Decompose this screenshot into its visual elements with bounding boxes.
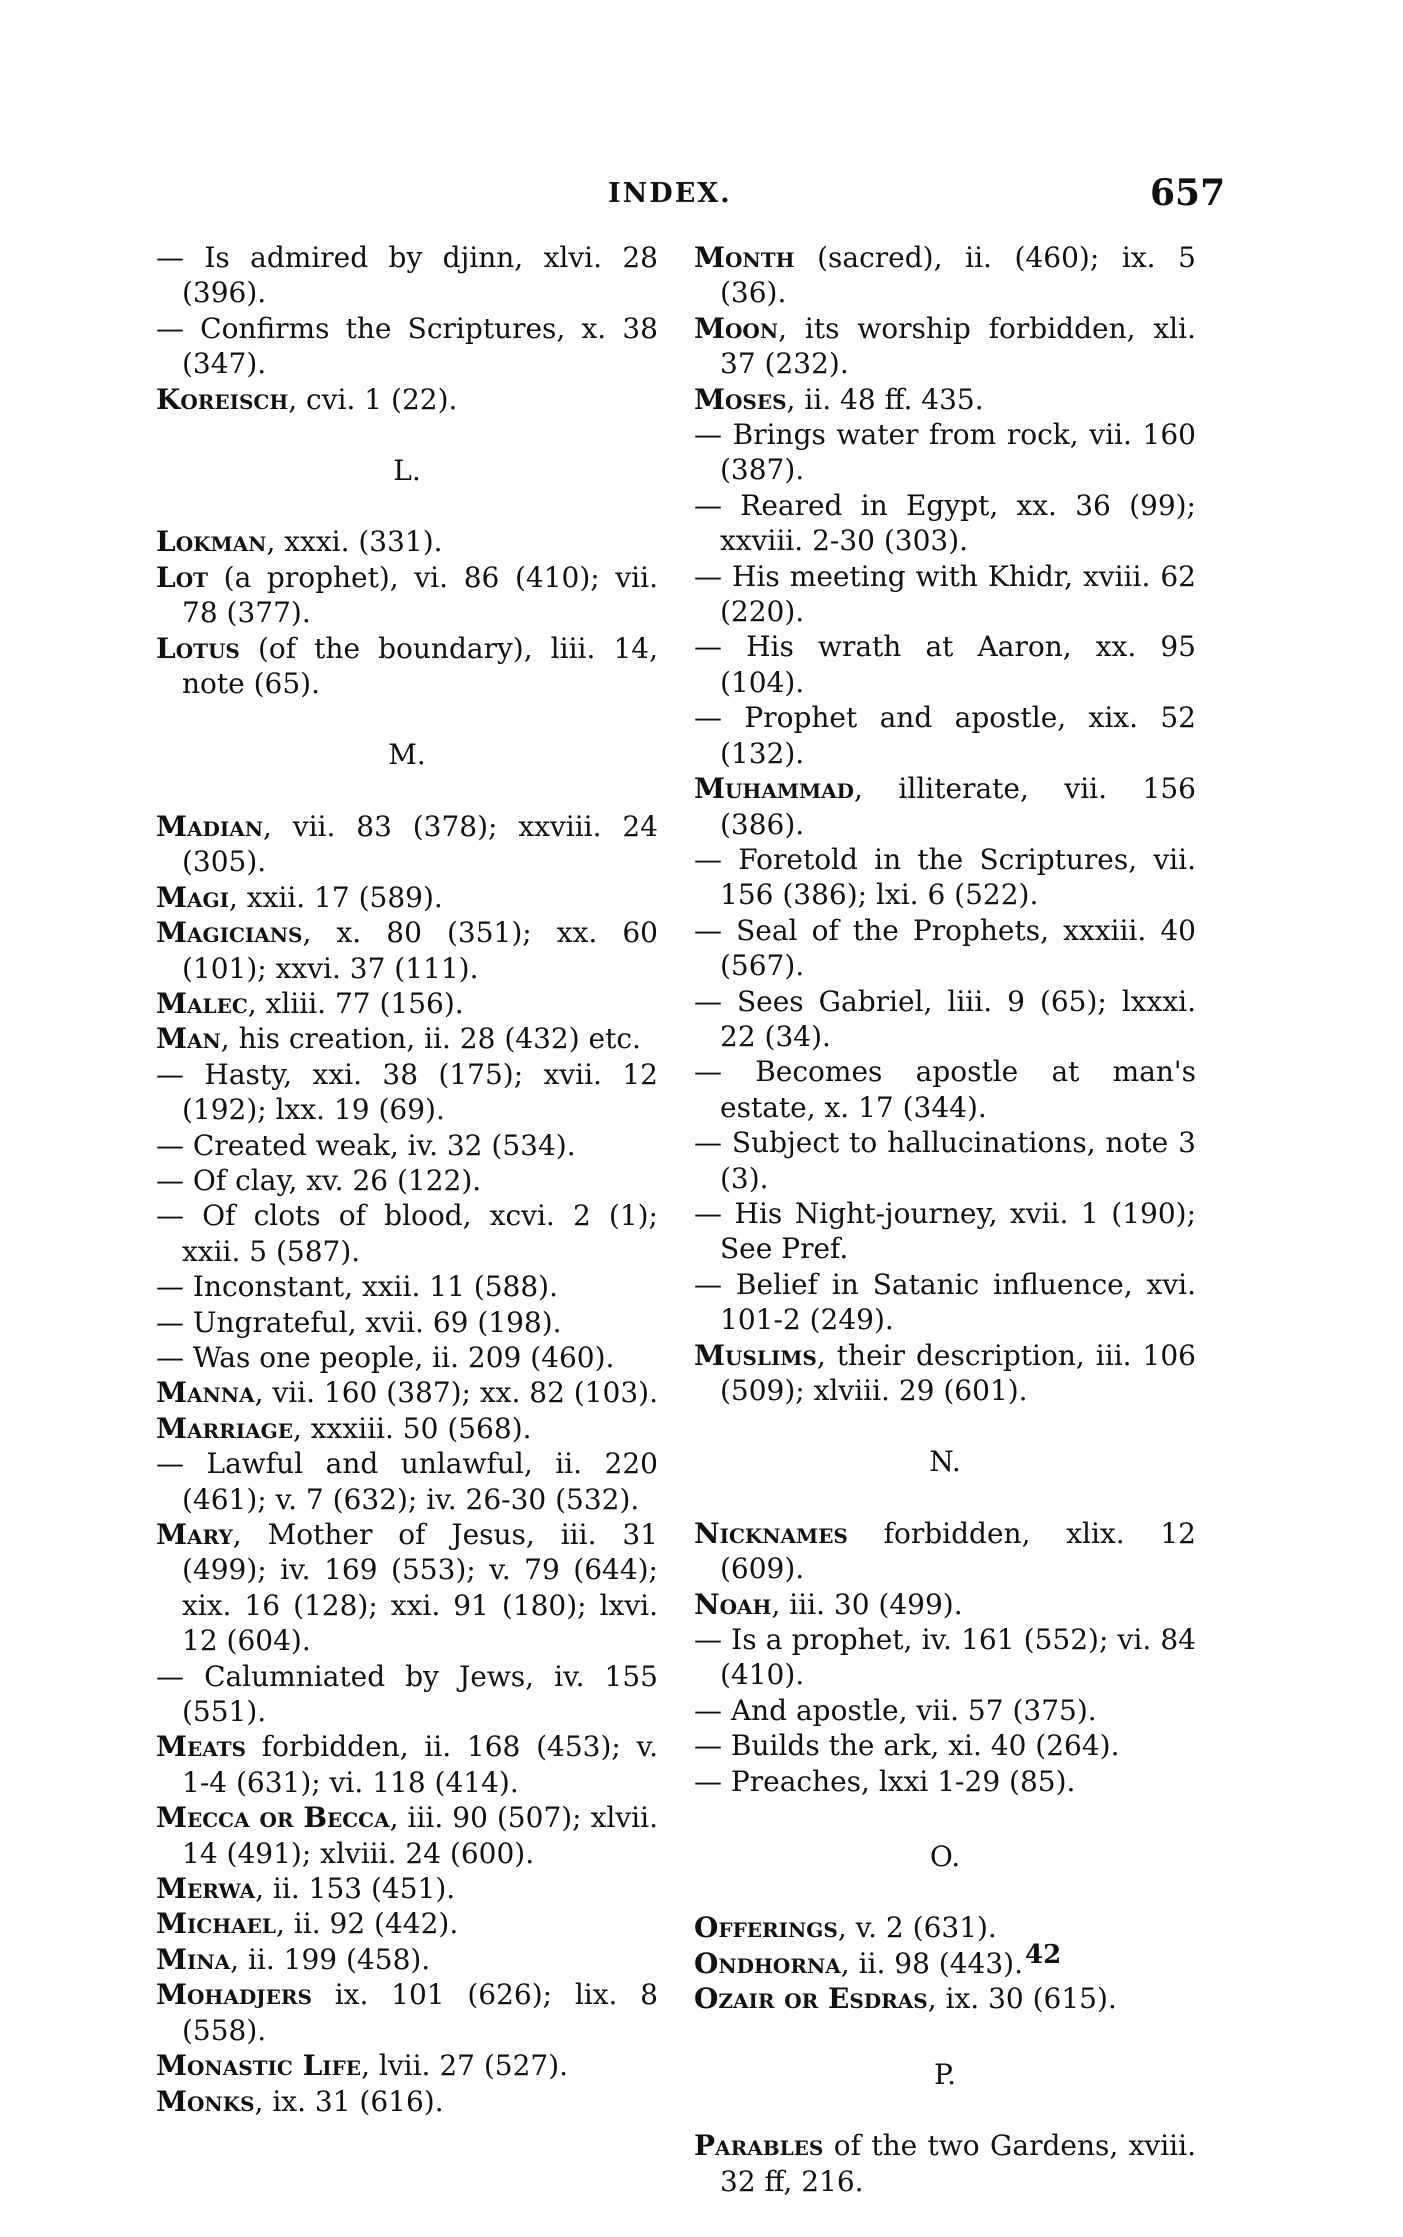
entry-text: , xliii. 77 (156). <box>247 986 464 1020</box>
entry-text: , x. 80 (351); xx. 60 (101); xxvi. 37 (111). <box>182 916 658 985</box>
index-entry-merwa <box>156 1871 658 1906</box>
index-subentry: — Lawful and unlawful, ii. 220 (461); v. 7 (632); iv. 26-30 (532). <box>156 1447 658 1516</box>
entry-text: , ii. 98 (443). <box>840 1946 1023 1980</box>
entry-text: , its worship forbidden, xli. 37 (232). <box>720 311 1196 381</box>
entry-head: Moon <box>694 311 779 345</box>
entry-text: , iii. 30 (499). <box>771 1587 963 1621</box>
index-subentry: — Seal of the Prophets, xxxiii. 40 (567). <box>694 913 1196 983</box>
entry-text: forbidden, xlix. 12 (609). <box>720 1516 1196 1586</box>
entry-head: Offerings <box>694 1911 838 1945</box>
entry-text: , xxxi. (331). <box>266 525 443 559</box>
index-entry-noah <box>694 1587 1196 1622</box>
index-entry-malec <box>156 986 658 1021</box>
index-entry-muhammad <box>694 771 1196 842</box>
entry-text: of the two Gardens, xviii. 32 ff, 216. <box>720 2129 1196 2198</box>
entry-text: , ix. 30 (615). <box>927 1982 1117 2016</box>
entry-text: , vii. 83 (378); xxviii. 24 (305). <box>182 809 658 879</box>
index-entry-mohadjers <box>156 1977 658 2048</box>
index-subentry: — His Night-journey, xvii. 1 (190); See Pref. <box>694 1196 1196 1266</box>
index-subentry: — Subject to hallucinations, note 3 (3). <box>694 1126 1196 1195</box>
entry-head: Mary <box>156 1518 233 1551</box>
entry-head: Merwa <box>156 1872 256 1906</box>
entry-head: Parables <box>694 2129 824 2163</box>
index-subentry: — Is a prophet, iv. 161 (552); vi. 84 (410). <box>694 1623 1196 1692</box>
entry-text: , xxxiii. 50 (568). <box>292 1411 532 1445</box>
index-subentry: — Brings water from rock, vii. 160 (387). <box>694 418 1196 487</box>
running-header <box>0 172 1403 218</box>
index-entry-mary <box>156 1517 658 1659</box>
index-entry-nicknames <box>694 1516 1196 1587</box>
page-title: INDEX. <box>608 178 732 209</box>
entry-text: ix. 101 (626); lix. 8 (558). <box>182 1978 658 2047</box>
index-entry-mina <box>156 1942 658 1977</box>
entry-text: , ii. 153 (451). <box>255 1872 456 1906</box>
right-column <box>694 240 1196 2199</box>
entry-head: Meats <box>156 1730 246 1764</box>
index-entry-month <box>694 240 1196 311</box>
entry-text: , ii. 92 (442). <box>276 1907 459 1941</box>
entry-head: Manna <box>156 1376 255 1410</box>
index-subentry: — Was one people, ii. 209 (460). <box>156 1340 615 1374</box>
index-subentry: — And apostle, vii. 57 (375). <box>694 1693 1097 1727</box>
entry-text: , cvi. 1 (22). <box>288 382 458 416</box>
entry-head: Lokman <box>156 525 267 559</box>
entry-text: , xxii. 17 (589). <box>228 880 443 914</box>
entry-text: (sacred), ii. (460); ix. 5 (36). <box>720 241 1196 310</box>
entry-head: Monks <box>156 2084 255 2118</box>
entry-head: Man <box>156 1022 221 1056</box>
index-entry-moon <box>694 311 1196 382</box>
entry-head: Mina <box>156 1942 231 1976</box>
entry-head: Michael <box>156 1907 276 1941</box>
entry-text: , ii. 199 (458). <box>230 1942 431 1976</box>
entry-head: Koreisch <box>156 382 289 416</box>
section-letter-o: O. <box>929 1840 961 1874</box>
index-entry-ozair <box>694 1981 1196 2016</box>
index-entry-magi <box>156 880 658 915</box>
entry-text: , Mother of Jesus, iii. 31 (499); iv. 169 (553); v. 79 (644); xix. 16 (128); xxi. 91 (180); lxvi. 12 (604). <box>182 1518 658 1658</box>
entry-text: forbidden, ii. 168 (453); v. 1-4 (631); vi. 118 (414). <box>182 1730 658 1799</box>
index-subentry: — Reared in Egypt, xx. 36 (99); xxviii. 2-30 (303). <box>694 488 1196 558</box>
index-subentry: — Ungrateful, xvii. 69 (198). <box>156 1305 562 1339</box>
index-subentry: — Builds the ark, xi. 40 (264). <box>694 1729 1120 1763</box>
entry-head: Malec <box>156 986 248 1020</box>
entry-head: Mecca or Becca <box>156 1801 390 1835</box>
entry-head: Noah <box>694 1587 772 1621</box>
index-entry-magicians <box>156 915 658 986</box>
index-subentry: — Created weak, iv. 32 (534). <box>156 1128 576 1162</box>
entry-text: , ii. 48 ff. 435. <box>786 382 984 416</box>
index-entry-lotus <box>156 631 658 702</box>
index-entry-ondhorna <box>694 1946 1196 1981</box>
index-entry-mecca <box>156 1800 658 1871</box>
entry-head: Lot <box>156 560 208 594</box>
index-subentry: — Confirms the Scriptures, x. 38 (347). <box>156 311 658 381</box>
index-entry-monks <box>156 2084 658 2119</box>
entry-text: , ix. 31 (616). <box>254 2084 444 2118</box>
entry-head: Ozair or Esdras <box>694 1982 928 2016</box>
entry-text: , v. 2 (631). <box>837 1911 997 1945</box>
entry-text: , vii. 160 (387); xx. 82 (103). <box>254 1376 658 1410</box>
section-letter-l: L. <box>393 454 421 488</box>
entry-head: Monastic Life <box>156 2049 362 2083</box>
index-entry-koreisch <box>156 382 658 417</box>
index-entry-madian <box>156 809 658 880</box>
index-subentry: — Foretold in the Scriptures, vii. 156 (386); lxi. 6 (522). <box>694 842 1196 912</box>
entry-head: Moses <box>694 382 787 416</box>
index-entry-parables <box>694 2128 1196 2199</box>
entry-head: Madian <box>156 809 264 843</box>
index-subentry: — Inconstant, xxii. 11 (588). <box>156 1270 558 1304</box>
index-entry-marriage <box>156 1411 658 1446</box>
index-entry-michael <box>156 1906 658 1941</box>
entry-text: , their description, iii. 106 (509); xlviii. 29 (601). <box>720 1338 1196 1407</box>
index-subentry: — Sees Gabriel, liii. 9 (65); lxxxi. 22 (34). <box>694 984 1196 1053</box>
entry-text: , lvii. 27 (527). <box>361 2049 569 2083</box>
index-subentry: — Belief in Satanic influence, xvi. 101-2 (249). <box>694 1267 1196 1337</box>
index-subentry: — His meeting with Khidr, xviii. 62 (220). <box>694 559 1196 629</box>
section-letter-p: P. <box>933 2057 957 2091</box>
index-entry-offerings <box>694 1910 1196 1945</box>
index-subentry: — His wrath at Aaron, xx. 95 (104). <box>694 630 1196 699</box>
index-entry-lokman <box>156 524 658 559</box>
index-subentry: — Becomes apostle at man's estate, x. 17 (344). <box>694 1055 1196 1124</box>
index-subentry: — Is admired by djinn, xlvi. 28 (396). <box>156 241 658 310</box>
index-subentry: — Of clay, xv. 26 (122). <box>156 1163 482 1197</box>
entry-head: Mohadjers <box>156 1978 312 2012</box>
index-entry-lot <box>156 560 658 631</box>
index-entry-manna <box>156 1375 658 1410</box>
entry-text: , iii. 90 (507); xlvii. 14 (491); xlviii. 24 (600). <box>182 1801 658 1870</box>
entry-head: Nicknames <box>694 1516 848 1550</box>
entry-head: Muslims <box>694 1338 817 1372</box>
entry-text: (of the boundary), liii. 14, note (65). <box>182 631 658 701</box>
entry-head: Magicians <box>156 916 303 950</box>
index-entry-muslims <box>694 1338 1196 1409</box>
index-subentry: — Of clots of blood, xcvi. 2 (1); xxii. 5 (587). <box>156 1199 658 1268</box>
entry-text: , illiterate, vii. 156 (386). <box>720 772 1196 841</box>
section-letter-n: N. <box>929 1445 961 1479</box>
index-subentry: — Hasty, xxi. 38 (175); xvii. 12 (192); lxx. 19 (69). <box>156 1057 658 1127</box>
entry-head: Month <box>694 241 795 274</box>
left-column <box>156 240 658 2119</box>
index-entry-man <box>156 1021 658 1056</box>
index-entry-monastic-life <box>156 2048 658 2083</box>
index-subentry: — Preaches, lxxi 1-29 (85). <box>694 1764 1076 1798</box>
signature-mark: 42 <box>1025 1940 1062 1970</box>
index-entry-meats <box>156 1729 658 1800</box>
page-number: 657 <box>1150 172 1226 214</box>
entry-head: Ondhorna <box>694 1946 841 1980</box>
entry-head: Magi <box>156 880 229 914</box>
entry-text: (a prophet), vi. 86 (410); vii. 78 (377). <box>182 560 658 630</box>
entry-head: Lotus <box>156 631 240 665</box>
index-subentry: — Calumniated by Jews, iv. 155 (551). <box>156 1659 658 1729</box>
index-entry-moses <box>694 382 1196 417</box>
entry-head: Muhammad <box>694 772 854 806</box>
entry-text: , his creation, ii. 28 (432) etc. <box>220 1022 641 1056</box>
index-subentry: — Prophet and apostle, xix. 52 (132). <box>694 701 1196 770</box>
section-letter-m: M. <box>388 738 426 772</box>
entry-head: Marriage <box>156 1411 293 1445</box>
